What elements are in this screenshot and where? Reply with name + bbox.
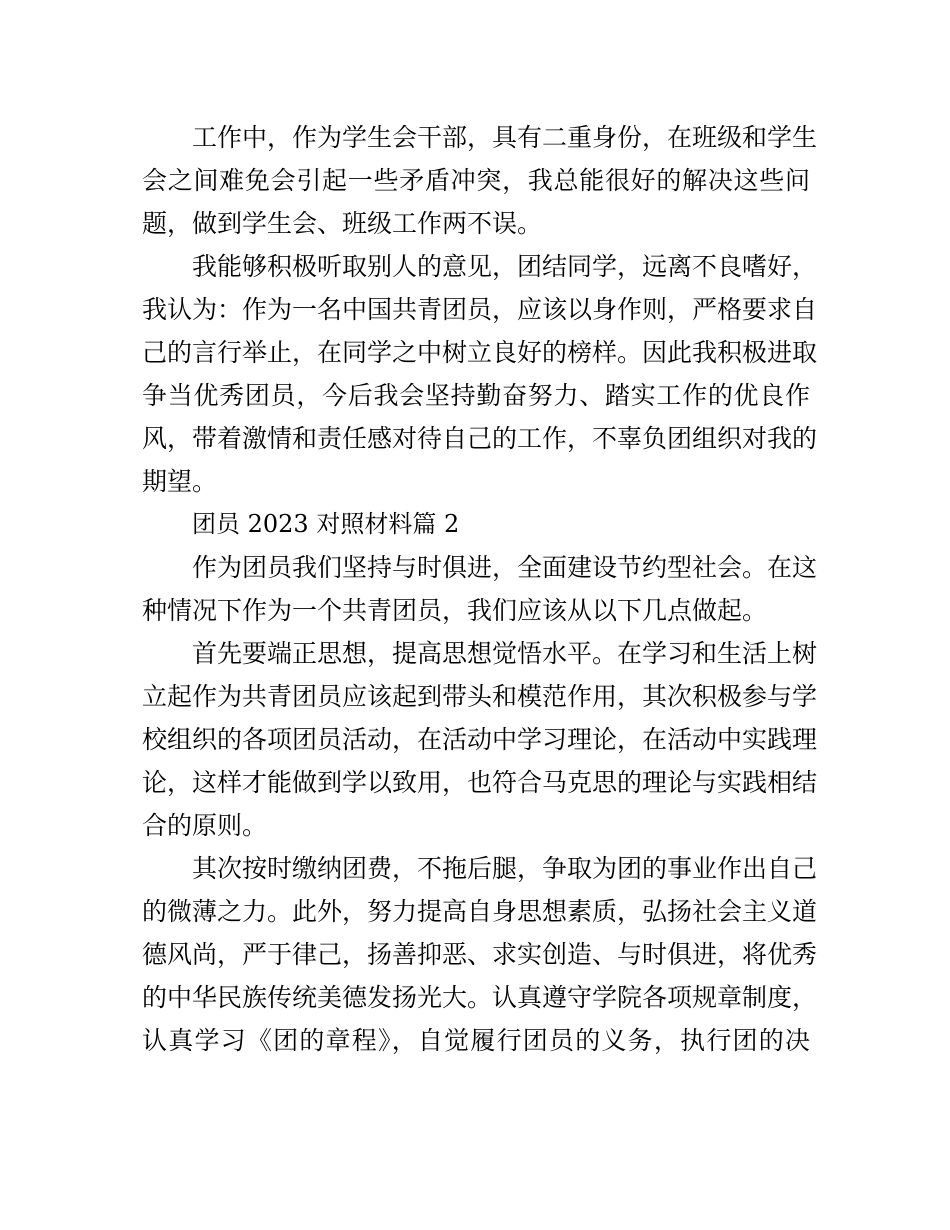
text-line: 认真学习《团的章程》，自觉履行团员的义务，执行团的决 [142,1026,810,1055]
document-body [142,116,818,1062]
text-line: 的中华民族传统美德发扬光大。认真遵守学院各项规章制度， [142,983,818,1012]
text-line: 合的原则。 [142,811,268,840]
text-line: 立起作为共青团员应该起到带头和模范作用，其次积极参与学 [142,682,818,711]
text-line: 争当优秀团员，今后我会坚持勤奋努力、踏实工作的优良作 [142,381,810,410]
text-line: 题，做到学生会、班级工作两不误。 [142,209,543,238]
text-line: 己的言行举止，在同学之中树立良好的榜样。因此我积极进取 [142,338,818,367]
text-line: 工作中，作为学生会干部，具有二重身份，在班级和学生 [192,123,818,152]
text-line: 我能够积极听取别人的意见，团结同学，远离不良嗜好， [192,252,818,281]
text-line: 论，这样才能做到学以致用，也符合马克思的理论与实践相结 [142,768,818,797]
text-line: 种情况下作为一个共青团员，我们应该从以下几点做起。 [142,596,768,625]
text-line: 其次按时缴纳团费，不拖后腿，争取为团的事业作出自己 [192,854,818,883]
text-line: 作为团员我们坚持与时俱进，全面建设节约型社会。在这 [192,553,818,582]
text-line: 会之间难免会引起一些矛盾冲突，我总能很好的解决这些问 [142,166,810,195]
text-line: 我认为：作为一名中国共青团员，应该以身作则，严格要求自 [142,295,818,324]
text-line: 德风尚，严于律己，扬善抑恶、求实创造、与时俱进，将优秀 [142,940,818,969]
text-line: 校组织的各项团员活动，在活动中学习理论，在活动中实践理 [142,725,818,754]
section-heading: 团员 2023 对照材料篇 2 [192,510,460,538]
text-line: 首先要端正思想，提高思想觉悟水平。在学习和生活上树 [192,639,818,668]
text-line: 风，带着激情和责任感对待自己的工作，不辜负团组织对我的 [142,424,818,453]
text-line: 期望。 [142,467,218,496]
text-line: 的微薄之力。此外，努力提高自身思想素质，弘扬社会主义道 [142,897,818,926]
